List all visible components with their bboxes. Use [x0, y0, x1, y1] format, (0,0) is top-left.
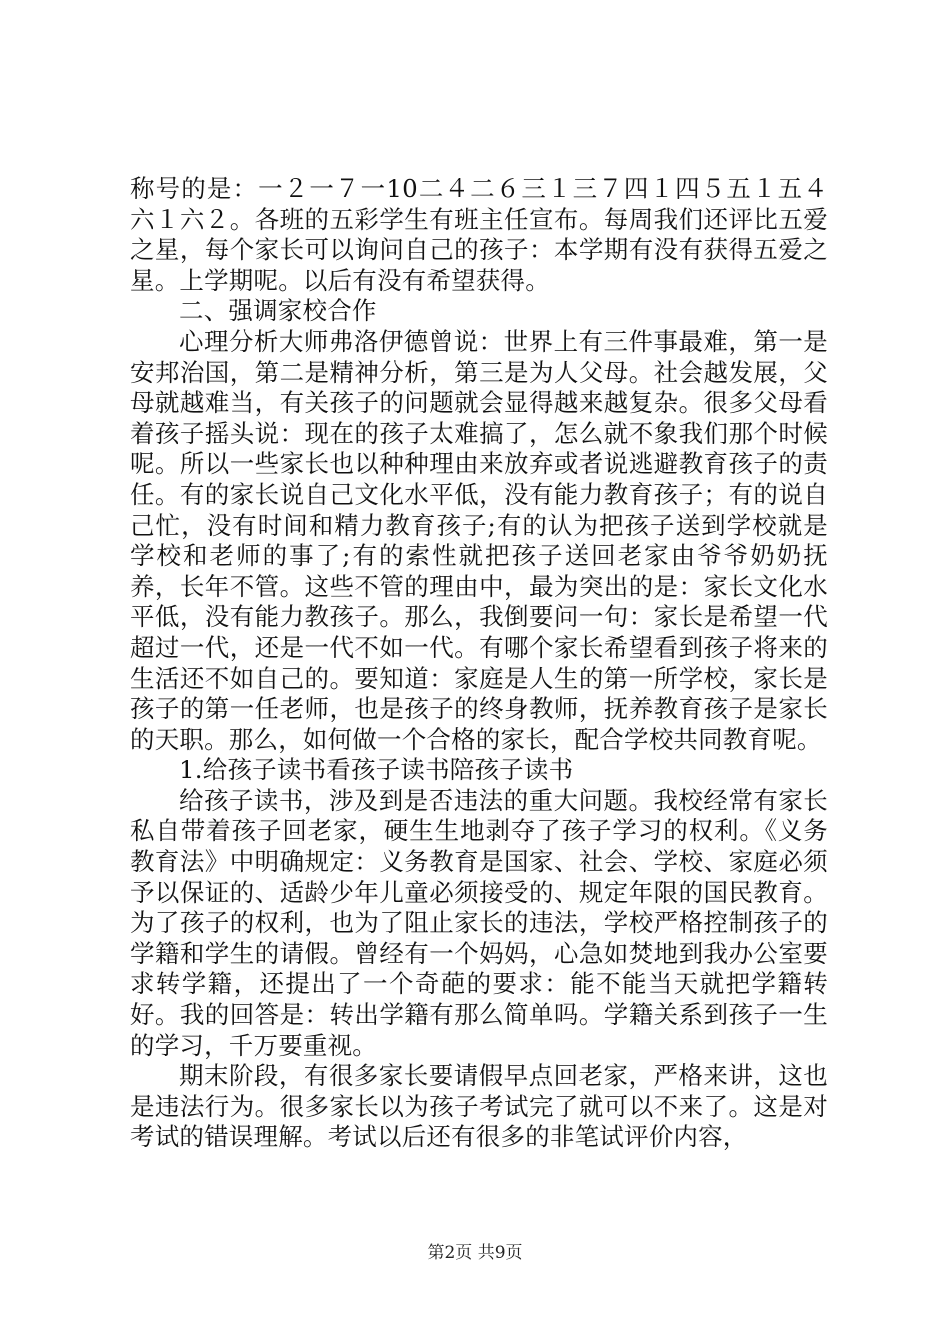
page-number-footer: 第2页 共9页	[427, 1243, 523, 1263]
paragraph-freud-quote: 心理分析大师弗洛伊德曾说：世界上有三件事最难，第一是安邦治国，第二是精神分析，第三是为人父母。社会越发展，父母就越难当，有关孩子的问题就会显得越来越复杂。很多父母看着孩子摇头说：现在的孩子太难搞了，怎么就不象我们那个时候呢。所以一些家长也以种种理由来放弃或者说逃避教育孩子的责任。有的家长说自己文化水平低，没有能力教育孩子；有的说自己忙，没有时间和精力教育孩子;有的认为把孩子送到学校就是学校和老师的事了;有的索性就把孩子送回老家由爷爷奶奶抚养，长年不管。这些不管的理由中，最为突出的是：家长文化水平低，没有能力教孩子。那么，我倒要问一句：家长是希望一代超过一代，还是一代不如一代。有哪个家长希望看到孩子将来的生活还不如自己的。要知道：家庭是人生的第一所学校，家长是孩子的第一任老师，也是孩子的终身教师，抚养教育孩子是家长的天职。那么，如何做一个合格的家长，配合学校共同教育呢。	[130, 326, 828, 754]
subheading-reading-with-children: 1.给孩子读书看孩子读书陪孩子读书	[179, 755, 574, 785]
document-body	[130, 174, 828, 1153]
section-heading-home-school-cooperation: 二、强调家校合作	[179, 296, 377, 326]
paragraph-continuation: 称号的是：一２一７一10二４二６三１三７四１四５五１五４六１六２。各班的五彩学生有班主任宣布。每周我们还评比五爱之星，每个家长可以询问自己的孩子：本学期有没有获得五爱之星。上学期呢。以后有没有希望获得。	[130, 174, 828, 295]
paragraph-end-of-term: 期末阶段，有很多家长要请假早点回老家，严格来讲，这也是违法行为。很多家长以为孩子考试完了就可以不来了。这是对考试的错误理解。考试以后还有很多的非笔试评价内容，	[130, 1061, 828, 1152]
paragraph-compulsory-education: 给孩子读书，涉及到是否违法的重大问题。我校经常有家长私自带着孩子回老家，硬生生地剥夺了孩子学习的权利。《义务教育法》中明确规定：义务教育是国家、社会、学校、家庭必须予以保证的、适龄少年儿童必须接受的、规定年限的国民教育。为了孩子的权利，也为了阻止家长的违法，学校严格控制孩子的学籍和学生的请假。曾经有一个妈妈，心急如焚地到我办公室要求转学籍，还提出了一个奇葩的要求：能不能当天就把学籍转好。我的回答是：转出学籍有那么简单吗。学籍关系到孩子一生的学习，千万要重视。	[130, 785, 828, 1060]
